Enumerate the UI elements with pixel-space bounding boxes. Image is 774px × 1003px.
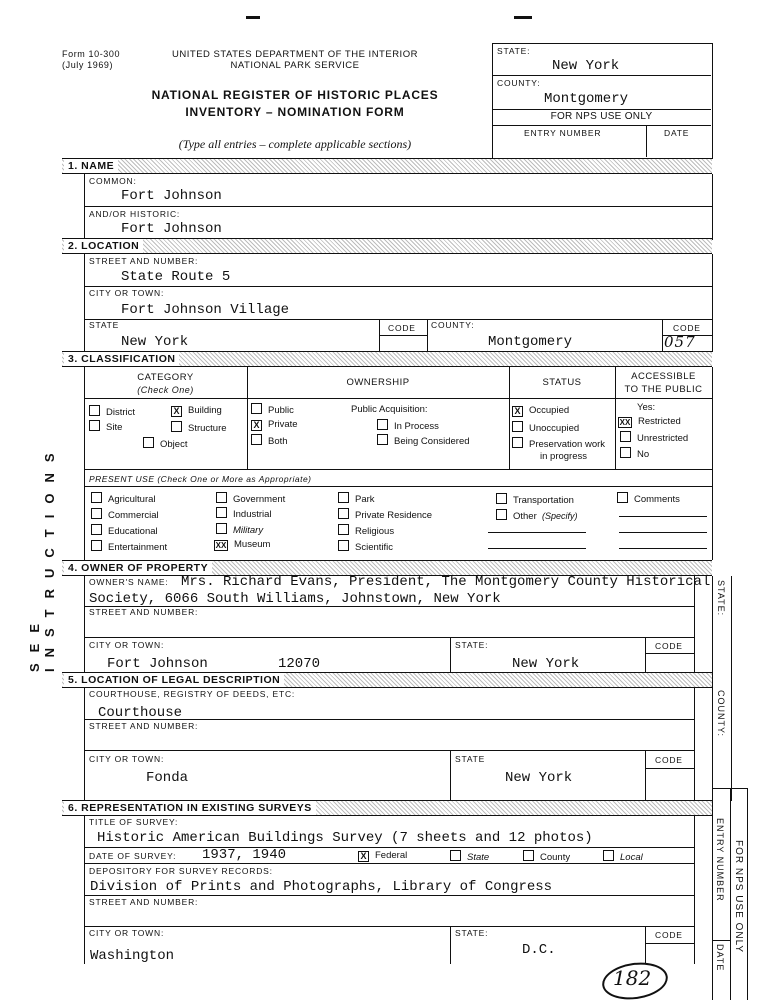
transportation-label: Transportation — [513, 495, 574, 506]
site-label: Site — [106, 422, 123, 433]
military-label: Military — [233, 525, 264, 536]
county-label: COUNTY: — [497, 78, 541, 88]
other-checkbox[interactable] — [496, 509, 507, 520]
accessible-header — [615, 370, 712, 396]
unoccupied-label: Unoccupied — [529, 423, 580, 434]
ownership-private[interactable] — [251, 419, 298, 431]
status-preservation[interactable] — [512, 437, 605, 450]
section-5-title: 5. LOCATION OF LEGAL DESCRIPTION — [64, 673, 284, 687]
comments-label: Comments — [634, 494, 680, 505]
location-county-label: COUNTY: — [431, 320, 475, 330]
military-checkbox[interactable] — [216, 523, 227, 534]
comments-line-2 — [619, 532, 707, 533]
category-building[interactable] — [171, 405, 222, 417]
unrestricted-checkbox[interactable] — [620, 431, 631, 442]
use-commercial[interactable] — [91, 508, 159, 521]
federal-checkbox[interactable]: X — [358, 851, 369, 862]
county-option-label: County — [540, 852, 571, 863]
being-considered-checkbox[interactable] — [377, 434, 388, 445]
comments-checkbox[interactable] — [617, 492, 628, 503]
preservation-label-2: in progress — [540, 451, 587, 462]
educational-checkbox[interactable] — [91, 524, 102, 535]
title-line-1: NATIONAL REGISTER OF HISTORIC PLACES — [151, 88, 439, 102]
owner-label: OWNER'S NAME: — [89, 577, 169, 587]
use-industrial[interactable] — [216, 507, 272, 520]
accessible-title-2: TO THE PUBLIC — [624, 384, 703, 395]
common-name: Fort Johnson — [121, 188, 222, 204]
government-checkbox[interactable] — [216, 492, 227, 503]
industrial-checkbox[interactable] — [216, 507, 227, 518]
section-1-title: 1. NAME — [64, 159, 118, 173]
scan-mark-right — [514, 16, 532, 19]
use-transportation[interactable] — [496, 493, 574, 506]
private-residence-label: Private Residence — [355, 510, 433, 521]
courthouse-label: COURTHOUSE, REGISTRY OF DEEDS, ETC: — [89, 689, 296, 699]
owner-city: Fort Johnson — [107, 656, 208, 672]
legal-state: New York — [505, 770, 573, 786]
survey-date-label: DATE OF SURVEY: — [89, 851, 177, 861]
entry-number-label: ENTRY NUMBER — [524, 128, 602, 138]
owner-zip: 12070 — [278, 656, 321, 672]
survey-street-label: STREET AND NUMBER: — [89, 897, 199, 907]
category-site[interactable] — [89, 420, 122, 433]
common-label: COMMON: — [89, 176, 137, 186]
side-nps-use-only: FOR NPS USE ONLY — [733, 840, 744, 954]
agricultural-label: Agricultural — [108, 494, 156, 505]
preservation-checkbox[interactable] — [512, 437, 523, 448]
use-agricultural[interactable] — [91, 492, 156, 505]
date-label: DATE — [664, 128, 690, 138]
page-title — [120, 87, 470, 121]
use-comments[interactable] — [617, 492, 680, 505]
section-2-header — [62, 238, 712, 254]
survey-title: Historic American Buildings Survey (7 sheets and 12 photos) — [97, 830, 593, 846]
use-religious[interactable] — [338, 524, 394, 537]
acquisition-in-process[interactable] — [377, 419, 439, 432]
category-structure[interactable] — [171, 421, 227, 434]
courthouse-value: Courthouse — [98, 705, 183, 721]
handwritten-page-number: 182 — [613, 966, 652, 990]
agency-block — [140, 49, 450, 71]
owner-state: New York — [512, 656, 580, 672]
park-label: Park — [355, 494, 375, 505]
side-entry-number: ENTRY NUMBER — [715, 818, 725, 902]
side-date: DATE — [715, 944, 725, 972]
use-private-residence[interactable] — [338, 508, 432, 521]
other-line-1 — [488, 532, 586, 533]
side-state-label: STATE: — [716, 580, 726, 617]
building-checkbox[interactable]: X — [171, 406, 182, 417]
status-occupied[interactable] — [512, 405, 569, 417]
use-educational[interactable] — [91, 524, 158, 537]
use-scientific[interactable] — [338, 540, 393, 553]
category-header — [84, 372, 247, 396]
historic-name: Fort Johnson — [121, 221, 222, 237]
unoccupied-checkbox[interactable] — [512, 421, 523, 432]
category-subtitle: (Check One) — [137, 385, 194, 395]
street-label: STREET AND NUMBER: — [89, 256, 199, 266]
public-label: Public — [268, 405, 294, 416]
ownership-both[interactable] — [251, 434, 288, 447]
survey-date: 1937, 1940 — [202, 847, 287, 863]
legal-city: Fonda — [146, 770, 189, 786]
entertainment-checkbox[interactable] — [91, 540, 102, 551]
present-use-label: PRESENT USE (Check One or More as Appropriate) — [89, 474, 312, 484]
survey-county[interactable] — [523, 850, 570, 863]
commercial-label: Commercial — [108, 510, 159, 521]
legal-state-label: STATE — [455, 754, 486, 764]
location-street: State Route 5 — [121, 269, 231, 285]
comments-line-3 — [619, 548, 707, 549]
site-checkbox[interactable] — [89, 420, 100, 431]
accessible-yes-label: Yes: — [637, 402, 656, 413]
owner-city-label: CITY OR TOWN: — [89, 640, 165, 650]
survey-state-value: D.C. — [522, 942, 556, 958]
legal-code-label: CODE — [655, 755, 683, 765]
use-entertainment[interactable] — [91, 540, 167, 553]
depository-value: Division of Prints and Photographs, Library of Congress — [90, 879, 553, 895]
scientific-label: Scientific — [355, 542, 394, 553]
object-label: Object — [160, 439, 188, 450]
owner-name-line-2: Society, 6066 South Williams, Johnstown, New York — [89, 591, 501, 607]
city-label: CITY OR TOWN: — [89, 288, 165, 298]
local-option-label: Local — [620, 852, 643, 863]
public-acquisition-label: Public Acquisition: — [351, 404, 428, 415]
see-instructions: SEE INSTRUCTIONS — [27, 442, 57, 672]
survey-city-label: CITY OR TOWN: — [89, 928, 165, 938]
section-5-header — [62, 672, 712, 688]
government-label: Government — [233, 494, 286, 505]
survey-local[interactable] — [603, 850, 643, 863]
owner-name-line-1: Mrs. Richard Evans, President, The Montgomery County Historical — [181, 574, 711, 590]
county-code: 057 — [664, 333, 696, 351]
survey-state[interactable] — [450, 850, 489, 863]
location-city: Fort Johnson Village — [121, 302, 290, 318]
form-number: Form 10-300 — [62, 49, 121, 59]
depository-label: DEPOSITORY FOR SURVEY RECORDS: — [89, 866, 273, 876]
section-2-title: 2. LOCATION — [64, 239, 143, 253]
owner-code-label: CODE — [655, 641, 683, 651]
state-value: New York — [552, 58, 620, 74]
service: NATIONAL PARK SERVICE — [230, 60, 360, 71]
acquisition-being-considered[interactable] — [377, 434, 470, 447]
industrial-label: Industrial — [233, 509, 272, 520]
district-checkbox[interactable] — [89, 405, 100, 416]
private-checkbox[interactable]: X — [251, 420, 262, 431]
comments-line-1 — [619, 516, 707, 517]
other-specify-label: (Specify) — [542, 511, 578, 521]
county-code-label: CODE — [673, 323, 701, 333]
title-line-2: INVENTORY – NOMINATION FORM — [185, 105, 405, 119]
section-3-header — [62, 351, 712, 367]
historic-label: AND/OR HISTORIC: — [89, 209, 181, 219]
form-date: (July 1969) — [62, 60, 114, 70]
structure-label: Structure — [188, 423, 227, 434]
status-unoccupied[interactable] — [512, 421, 579, 434]
survey-state-label: STATE: — [455, 928, 489, 938]
form-id — [62, 49, 120, 71]
transportation-checkbox[interactable] — [496, 493, 507, 504]
district-label: District — [106, 407, 136, 418]
object-checkbox[interactable] — [143, 437, 154, 448]
both-label: Both — [268, 436, 288, 447]
category-district[interactable] — [89, 405, 135, 418]
county-value: Montgomery — [544, 91, 629, 107]
use-other[interactable] — [496, 509, 578, 522]
nps-use-only: FOR NPS USE ONLY — [550, 111, 653, 122]
structure-checkbox[interactable] — [171, 421, 182, 432]
use-government[interactable] — [216, 492, 285, 505]
agricultural-checkbox[interactable] — [91, 492, 102, 503]
survey-code-label: CODE — [655, 930, 683, 940]
no-label: No — [637, 449, 650, 460]
use-military[interactable] — [216, 523, 263, 536]
section-6-title: 6. REPRESENTATION IN EXISTING SURVEYS — [64, 801, 316, 815]
other-line-2 — [488, 548, 586, 549]
entertainment-label: Entertainment — [108, 542, 168, 553]
commercial-checkbox[interactable] — [91, 508, 102, 519]
other-label: Other — [513, 511, 537, 522]
building-label: Building — [188, 405, 222, 416]
private-residence-checkbox[interactable] — [338, 508, 349, 519]
scan-mark-left — [246, 16, 260, 19]
ownership-header: OWNERSHIP — [346, 377, 410, 388]
use-park[interactable] — [338, 492, 375, 505]
state-label: STATE: — [497, 46, 531, 56]
both-checkbox[interactable] — [251, 434, 262, 445]
federal-label: Federal — [375, 850, 408, 861]
legal-street-label: STREET AND NUMBER: — [89, 721, 199, 731]
department: UNITED STATES DEPARTMENT OF THE INTERIOR — [172, 49, 418, 60]
public-checkbox[interactable] — [251, 403, 262, 414]
unrestricted-label: Unrestricted — [637, 433, 689, 444]
scientific-checkbox[interactable] — [338, 540, 349, 551]
local-checkbox[interactable] — [603, 850, 614, 861]
category-object[interactable] — [143, 437, 187, 450]
status-header: STATUS — [542, 377, 582, 388]
type-instructions: (Type all entries – complete applicable sections) — [178, 137, 412, 151]
owner-street-label: STREET AND NUMBER: — [89, 607, 199, 617]
ownership-public[interactable] — [251, 403, 294, 416]
park-checkbox[interactable] — [338, 492, 349, 503]
restricted-label: Restricted — [638, 416, 681, 427]
accessible-title-1: ACCESSIBLE — [631, 371, 696, 382]
religious-label: Religious — [355, 526, 395, 537]
in-process-checkbox[interactable] — [377, 419, 388, 430]
state-option-label: State — [467, 852, 490, 863]
accessible-no[interactable] — [620, 447, 649, 460]
use-museum[interactable] — [214, 539, 270, 551]
religious-checkbox[interactable] — [338, 524, 349, 535]
being-considered-label: Being Considered — [394, 436, 470, 447]
survey-city: Washington — [90, 948, 175, 964]
location-county: Montgomery — [488, 334, 573, 350]
occupied-checkbox[interactable]: X — [512, 406, 523, 417]
survey-federal[interactable] — [358, 850, 407, 862]
restricted-checkbox[interactable]: XX — [619, 418, 631, 427]
location-code-label: CODE — [388, 323, 416, 333]
accessible-unrestricted[interactable] — [620, 431, 688, 444]
section-3-title: 3. CLASSIFICATION — [64, 352, 179, 366]
accessible-restricted[interactable] — [618, 416, 681, 428]
museum-label: Museum — [234, 539, 271, 550]
section-1-header — [62, 158, 712, 174]
category-title: CATEGORY — [137, 372, 194, 383]
educational-label: Educational — [108, 526, 158, 537]
owner-state-label: STATE: — [455, 640, 489, 650]
in-process-label: In Process — [394, 421, 439, 432]
preservation-label: Preservation work — [529, 439, 606, 450]
state-checkbox[interactable] — [450, 850, 461, 861]
section-6-header — [62, 800, 712, 816]
no-checkbox[interactable] — [620, 447, 631, 458]
side-county-label: COUNTY: — [716, 690, 726, 738]
occupied-label: Occupied — [529, 405, 570, 416]
museum-checkbox[interactable]: XX — [215, 541, 227, 550]
location-state-label: STATE — [89, 320, 120, 330]
private-label: Private — [268, 419, 298, 430]
section-4-title: 4. OWNER OF PROPERTY — [64, 561, 212, 575]
county-checkbox[interactable] — [523, 850, 534, 861]
legal-city-label: CITY OR TOWN: — [89, 754, 165, 764]
survey-title-label: TITLE OF SURVEY: — [89, 817, 179, 827]
location-state: New York — [121, 334, 189, 350]
